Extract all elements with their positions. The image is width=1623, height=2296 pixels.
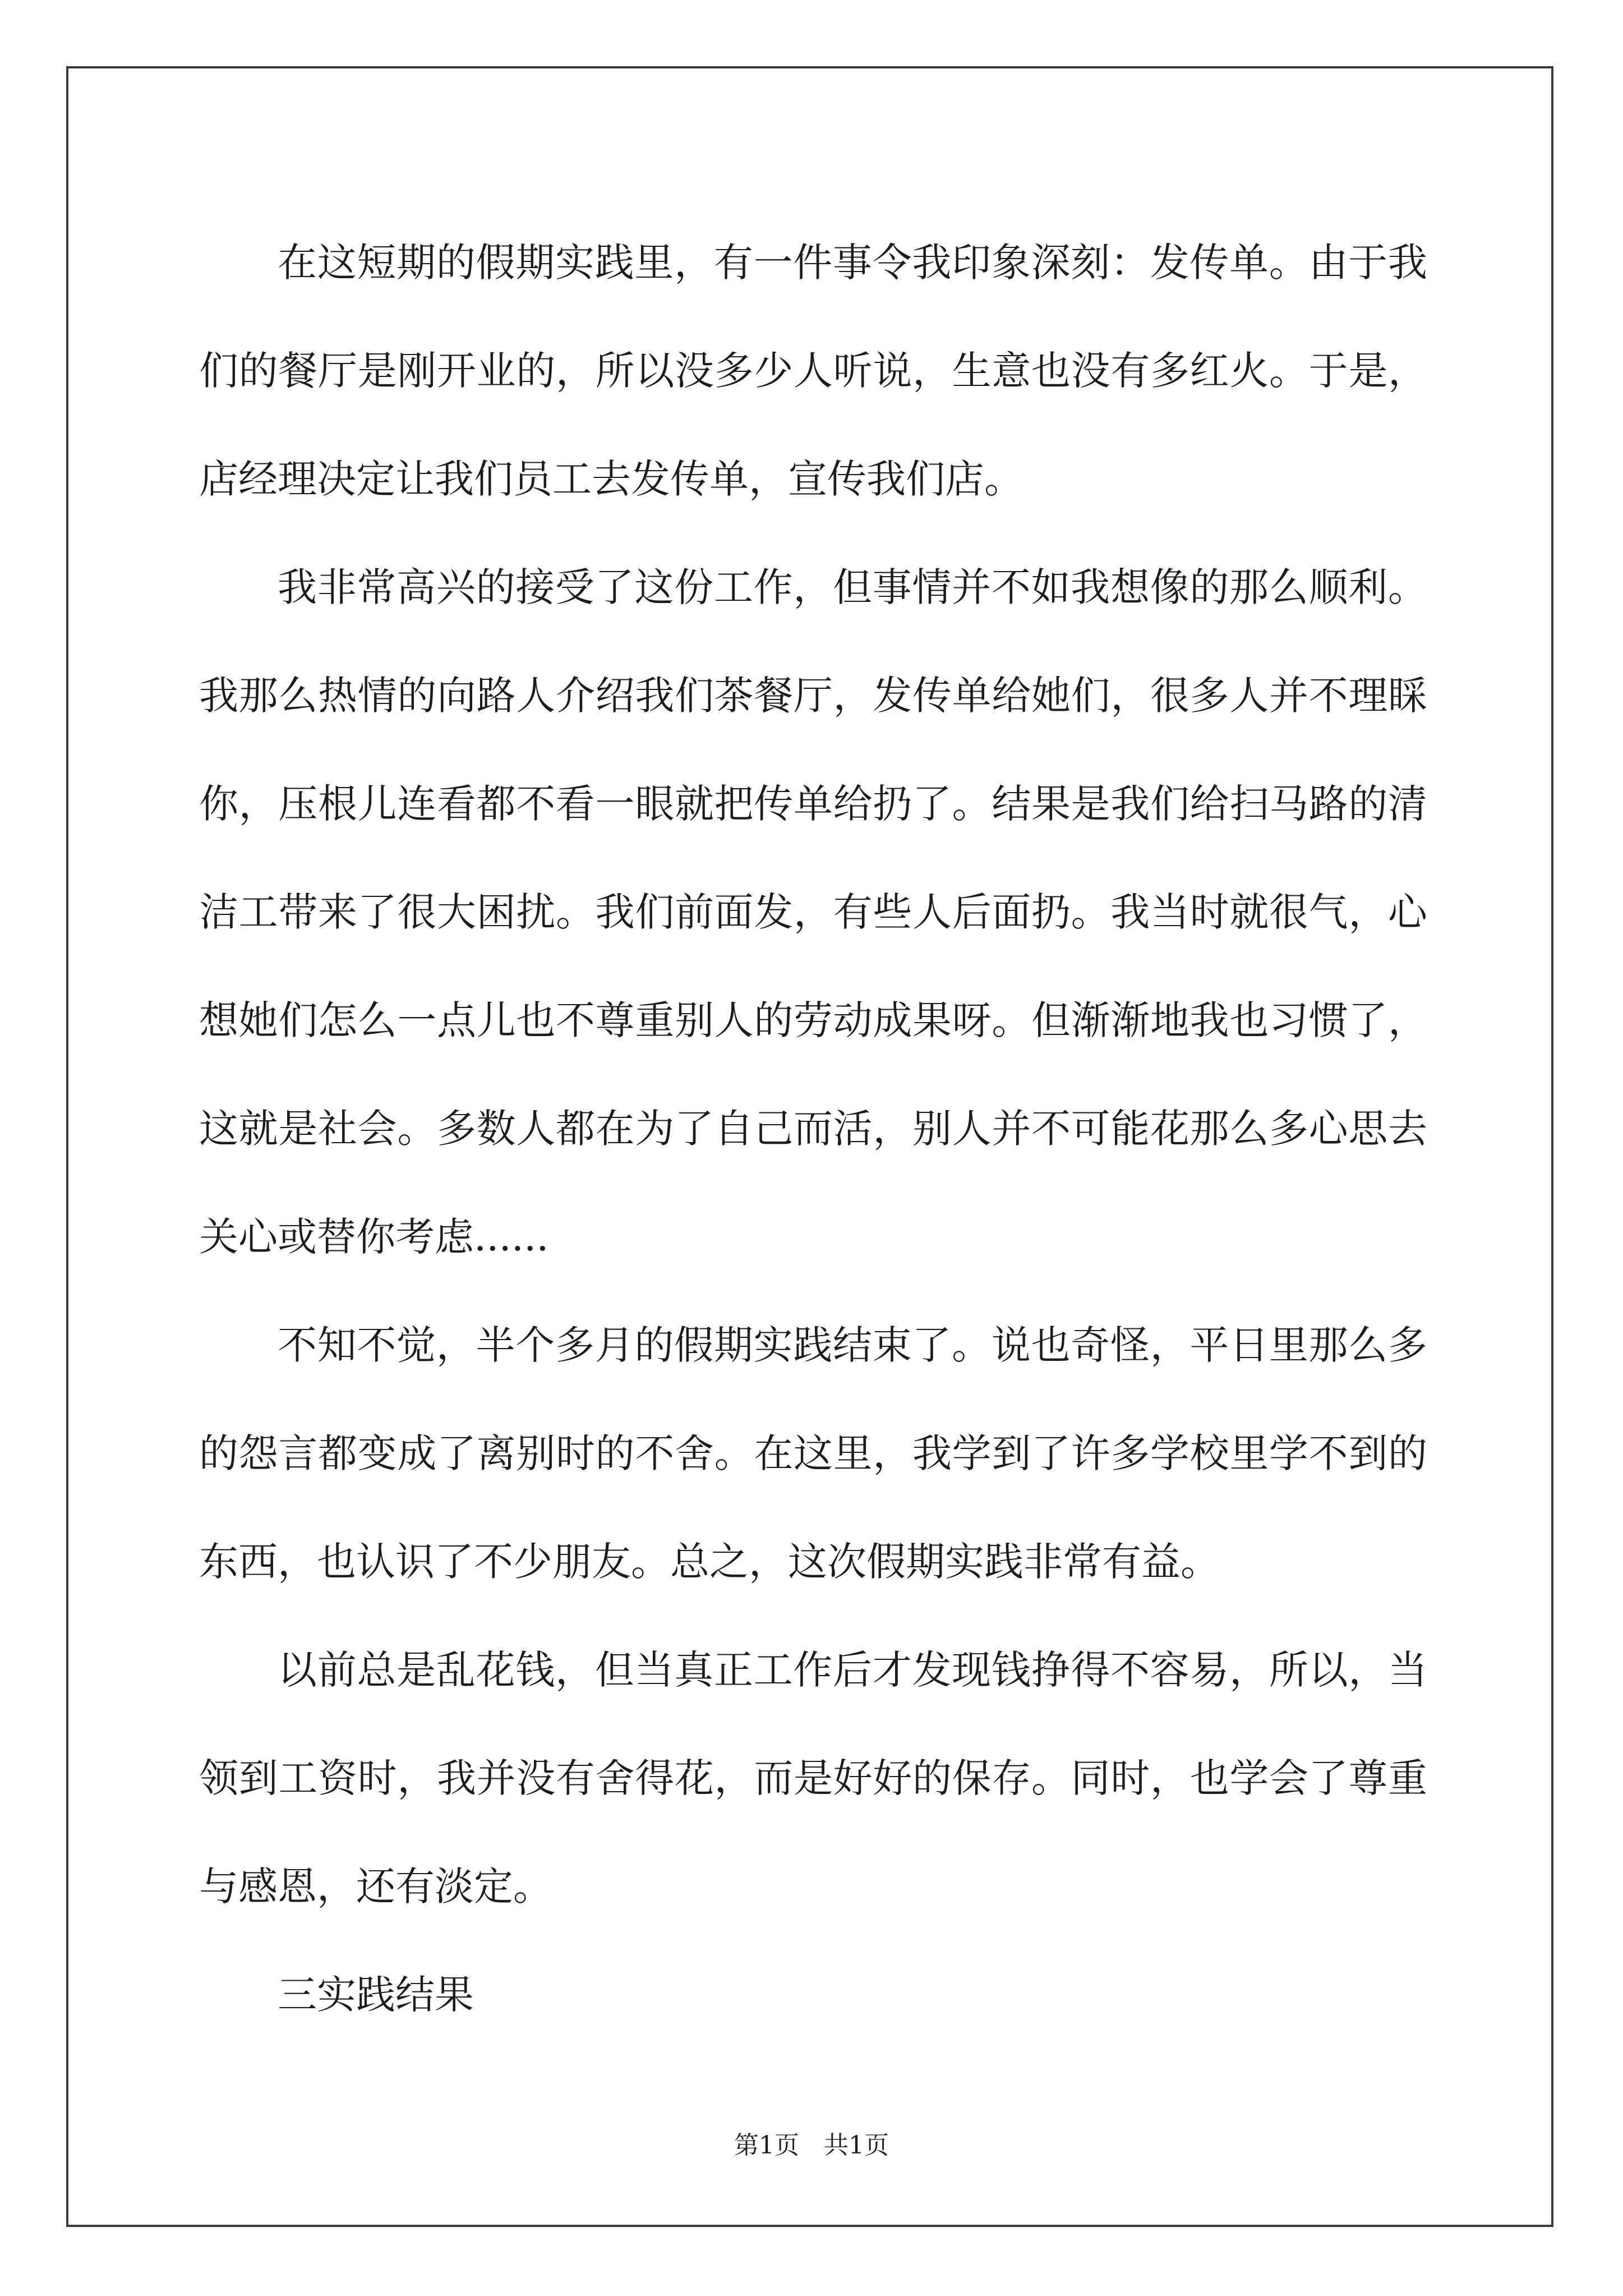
paragraph: 以前总是乱花钱，但当真正工作后才发现钱挣得不容易，所以，当领到工资时，我并没有舍得花，而是好好的保存。同时，也学会了尊重与感恩，还有淡定。 xyxy=(199,1647,1427,1910)
paragraph: 不知不觉，半个多月的假期实践结束了。说也奇怪，平日里那么多的怨言都变成了离别时的不舍。在这里，我学到了许多学校里学不到的东西，也认识了不少朋友。总之，这次假期实践非常有益。 xyxy=(199,1322,1427,1585)
document-body xyxy=(199,209,1427,2049)
page-number-footer: 第1页 共1页 xyxy=(734,2131,889,2160)
paragraph: 我非常高兴的接受了这份工作，但事情并不如我想像的那么顺利。我那么热情的向路人介绍我们茶餐厅，发传单给她们，很多人并不理睬你，压根儿连看都不看一眼就把传单给扔了。结果是我们给扫马路的清洁工带来了很大困扰。我们前面发，有些人后面扔。我当时就很气，心想她们怎么一点儿也不尊重别人的劳动成果呀。但渐渐地我也习惯了，这就是社会。多数人都在为了自己而活，别人并不可能花那么多心思去关心或替你考虑...... xyxy=(199,564,1427,1260)
paragraph: 在这短期的假期实践里，有一件事令我印象深刻：发传单。由于我们的餐厅是刚开业的，所以没多少人听说，生意也没有多红火。于是，店经理决定让我们员工去发传单，宣传我们店。 xyxy=(199,240,1427,502)
section-heading: 三实践结果 xyxy=(278,1972,474,2018)
